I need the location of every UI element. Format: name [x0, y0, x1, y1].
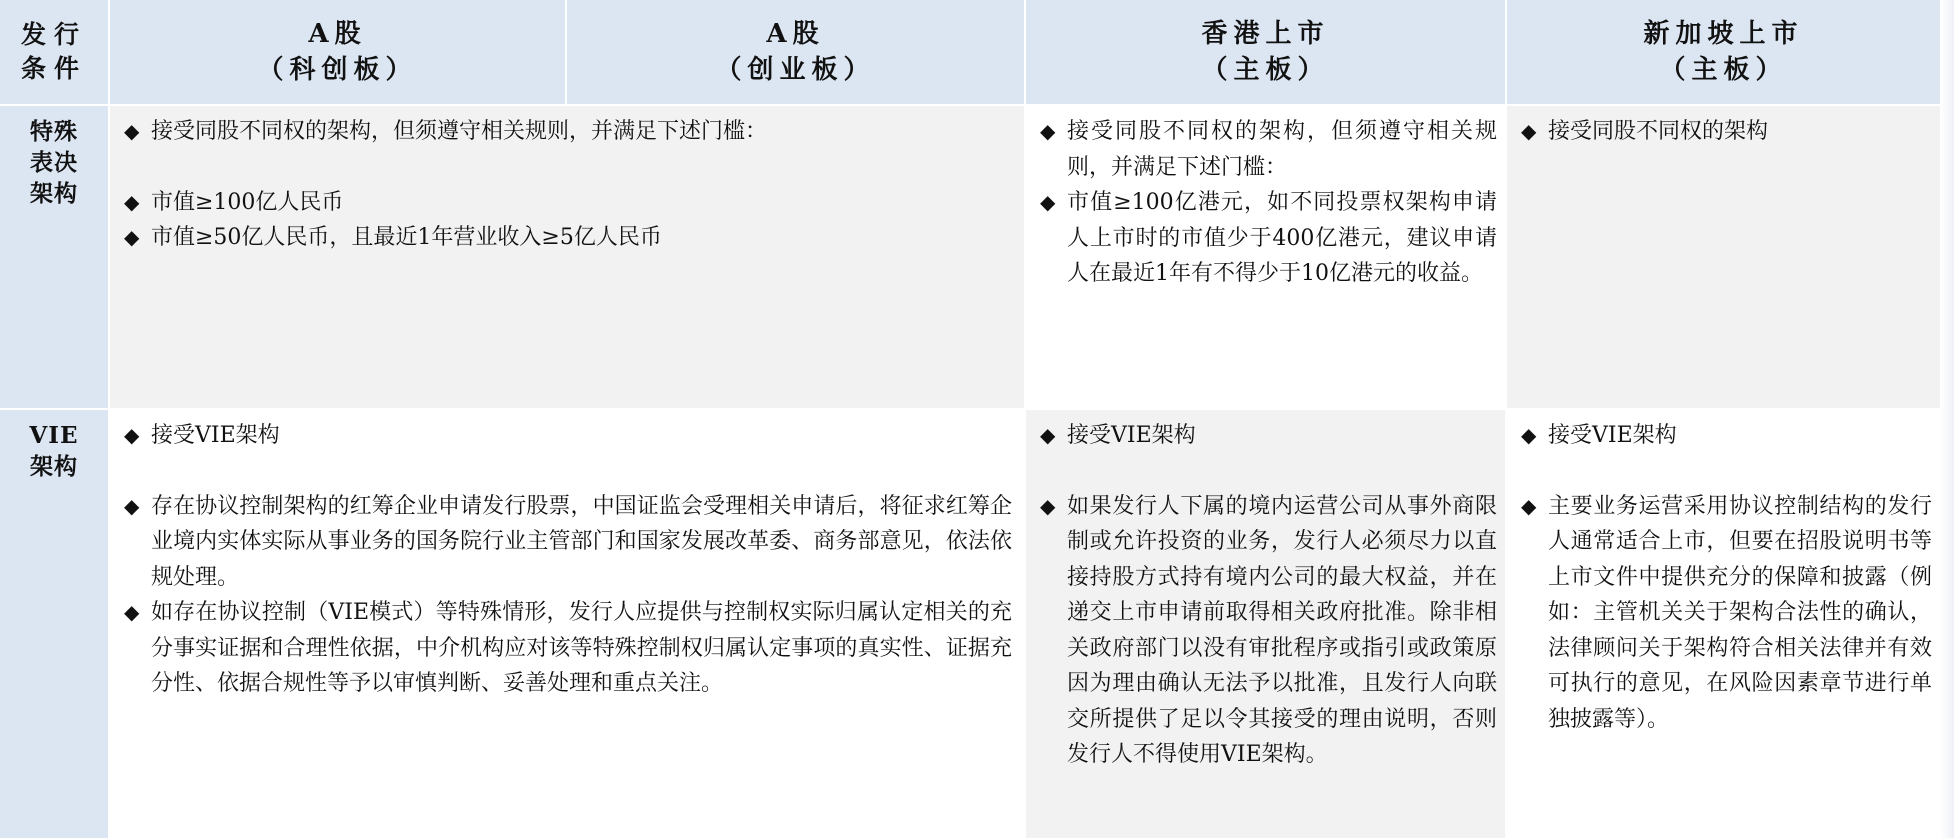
bullet-item: ◆ 接受同股不同权的架构 [1521, 114, 1928, 150]
bullet-item: ◆ 存在协议控制架构的红筹企业申请发行股票，中国证监会受理相关申请后，将征求红筹企业境内实体实际从事业务的国务院行业主管部门和国家发展改革委、商务部意见，依法依规处理。 [124, 489, 1012, 596]
row-label-vie-line2: 架构 [30, 453, 78, 480]
bullet-item: ◆ 接受同股不同权的架构，但须遵守相关规则，并满足下述门槛： [1040, 114, 1497, 185]
header-sg-main-line2: （主板） [1659, 55, 1788, 85]
header-hk-main [1026, 0, 1505, 104]
header-star-market-line2: （科创板） [257, 55, 418, 85]
bullet-item: ◆ 接受同股不同权的架构，但须遵守相关规则，并满足下述门槛： [124, 114, 1012, 150]
header-hk-main-line2: （主板） [1201, 55, 1330, 85]
header-sg-main [1507, 0, 1940, 104]
row-label-special-voting-line2: 表决 [30, 149, 78, 176]
bullet-item: ◆ 如果发行人下属的境内运营公司从事外商限制或允许投资的业务，发行人必须尽力以直接持股方式持有境内公司的最大权益，并在递交上市申请前取得相关政府批准。除非相关政府部门以没有审批程序或指引或政策原因为理由确认无法予以批准，且发行人向联交所提供了足以令其接受的理由说明，否则发行人不得使用VIE架构。 [1040, 489, 1497, 773]
header-chinext [567, 0, 1024, 104]
bullet-item: ◆ 接受VIE架构 [124, 418, 1012, 454]
row-label-special-voting-line3: 架构 [30, 180, 78, 207]
bullet-item: ◆ 接受VIE架构 [1521, 418, 1932, 454]
header-chinext-line1: A股 [766, 19, 825, 49]
row-label-vie-line1: VIE [29, 422, 79, 449]
header-label-line2: 条件 [20, 54, 87, 83]
header-label-line1: 发行 [20, 20, 87, 49]
row-label-special-voting [0, 106, 108, 408]
bullet-item: ◆ 市值≥100亿港元，如不同投票权架构申请人上市时的市值少于400亿港元，建议申请人在最近1年有不得少于10亿港元的收益。 [1040, 185, 1497, 292]
header-star-market [110, 0, 565, 104]
special-voting-hk-cell [1026, 106, 1505, 408]
vie-a-share-cell [110, 410, 1024, 838]
page-edge-shadow [1940, 0, 1954, 838]
header-chinext-line2: （创业板） [715, 55, 876, 85]
vie-hk-cell [1026, 410, 1505, 838]
header-star-market-line1: A股 [308, 19, 367, 49]
row-label-special-voting-line1: 特殊 [30, 118, 78, 145]
bullet-item: ◆ 市值≥100亿人民币 [124, 185, 1012, 221]
bullet-item: ◆ 接受VIE架构 [1040, 418, 1497, 454]
bullet-item: ◆ 市值≥50亿人民币，且最近1年营业收入≥5亿人民币 [124, 220, 1012, 256]
vie-sg-cell [1507, 410, 1940, 838]
special-voting-sg-cell [1507, 106, 1940, 408]
row-label-vie [0, 410, 108, 838]
header-sg-main-line1: 新加坡上市 [1643, 19, 1804, 49]
bullet-item: ◆ 如存在协议控制（VIE模式）等特殊情形，发行人应提供与控制权实际归属认定相关的充分事实证据和合理性依据，中介机构应对该等特殊控制权归属认定事项的真实性、证据充分性、依据合规性等予以审慎判断、妥善处理和重点关注。 [124, 595, 1012, 702]
special-voting-a-share-cell [110, 106, 1024, 408]
header-hk-main-line1: 香港上市 [1201, 19, 1330, 49]
bullet-item: ◆ 主要业务运营采用协议控制结构的发行人通常适合上市，但要在招股说明书等上市文件中提供充分的保障和披露（例如：主管机关关于架构合法性的确认，法律顾问关于架构符合相关法律并有效可执行的意见，在风险因素章节进行单独披露等）。 [1521, 489, 1932, 738]
header-label-cell [0, 0, 108, 104]
